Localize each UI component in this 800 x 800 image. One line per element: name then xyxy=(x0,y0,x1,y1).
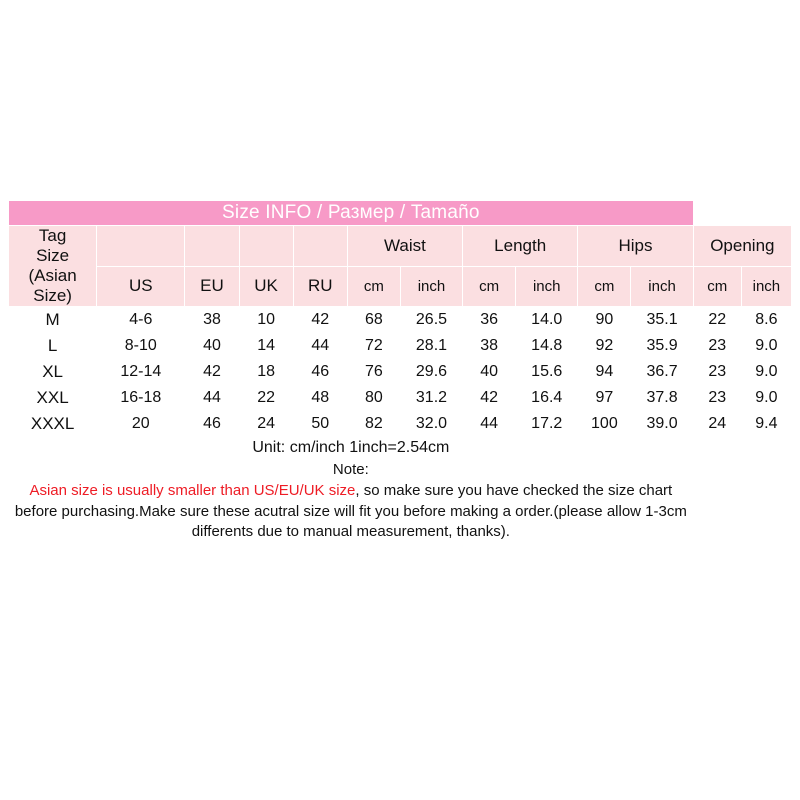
cell-waist-inch: 29.6 xyxy=(400,359,462,385)
table-row xyxy=(9,411,792,437)
cell-length-cm: 40 xyxy=(463,359,516,385)
cell-hips-inch: 36.7 xyxy=(631,359,693,385)
cell-waist-inch: 32.0 xyxy=(400,411,462,437)
cell-opening-cm: 22 xyxy=(693,307,741,333)
cell-opening-inch: 8.6 xyxy=(741,307,791,333)
cell-opening-inch: 9.0 xyxy=(741,359,791,385)
title-band-row xyxy=(9,201,792,226)
cell-eu: 42 xyxy=(185,359,239,385)
title-band-spacer-1 xyxy=(693,201,741,226)
cell-waist-cm: 80 xyxy=(347,385,400,411)
cell-opening-inch: 9.0 xyxy=(741,385,791,411)
cell-eu: 46 xyxy=(185,411,239,437)
cell-hips-inch: 35.1 xyxy=(631,307,693,333)
column-header-opening-cm: cm xyxy=(693,266,741,307)
group-spacer-eu xyxy=(185,226,239,267)
cell-hips-cm: 90 xyxy=(578,307,631,333)
cell-length-inch: 14.0 xyxy=(516,307,578,333)
cell-opening-cm: 23 xyxy=(693,359,741,385)
note-row xyxy=(9,460,792,544)
tag-size-line-4: Size) xyxy=(33,286,72,306)
group-spacer-ru xyxy=(293,226,347,267)
cell-ru: 46 xyxy=(293,359,347,385)
cell-opening-inch: 9.4 xyxy=(741,411,791,437)
size-info-table xyxy=(8,200,792,544)
cell-uk: 14 xyxy=(239,333,293,359)
unit-conversion-note: Unit: cm/inch 1inch=2.54cm xyxy=(9,437,694,460)
column-header-waist-inch: inch xyxy=(400,266,462,307)
unit-row-spacer-1 xyxy=(693,437,741,460)
cell-opening-cm: 23 xyxy=(693,333,741,359)
tag-size-line-1: Tag xyxy=(38,226,67,245)
cell-ru: 50 xyxy=(293,411,347,437)
note-block xyxy=(9,460,694,544)
cell-us: 16-18 xyxy=(97,385,185,411)
cell-waist-inch: 28.1 xyxy=(400,333,462,359)
column-header-hips-inch: inch xyxy=(631,266,693,307)
note-rest-text: , so make sure you have checked the size chart before purchasing.Make sure these acutral size will fit you before making a order.(please allow 1-3cm differents due to manual measurement, thanks). xyxy=(14,481,687,541)
column-header-eu: EU xyxy=(185,266,239,307)
cell-length-cm: 36 xyxy=(463,307,516,333)
column-header-length-inch: inch xyxy=(516,266,578,307)
cell-hips-cm: 94 xyxy=(578,359,631,385)
group-header-length: Length xyxy=(463,226,578,267)
cell-hips-cm: 92 xyxy=(578,333,631,359)
column-header-length-cm: cm xyxy=(463,266,516,307)
cell-length-inch: 15.6 xyxy=(516,359,578,385)
tag-size-line-3: (Asian xyxy=(28,266,77,286)
cell-us: 12-14 xyxy=(97,359,185,385)
cell-waist-cm: 72 xyxy=(347,333,400,359)
cell-size: XXXL xyxy=(9,411,97,437)
note-row-spacer-2 xyxy=(741,460,791,544)
cell-hips-cm: 97 xyxy=(578,385,631,411)
cell-length-inch: 16.4 xyxy=(516,385,578,411)
group-header-waist: Waist xyxy=(347,226,462,267)
cell-length-cm: 42 xyxy=(463,385,516,411)
cell-eu: 38 xyxy=(185,307,239,333)
cell-uk: 24 xyxy=(239,411,293,437)
cell-size: XXL xyxy=(9,385,97,411)
cell-hips-cm: 100 xyxy=(578,411,631,437)
cell-opening-cm: 23 xyxy=(693,385,741,411)
group-header-hips: Hips xyxy=(578,226,693,267)
cell-waist-inch: 26.5 xyxy=(400,307,462,333)
group-header-opening: Opening xyxy=(693,226,791,267)
cell-eu: 40 xyxy=(185,333,239,359)
cell-ru: 44 xyxy=(293,333,347,359)
cell-length-inch: 17.2 xyxy=(516,411,578,437)
cell-hips-inch: 35.9 xyxy=(631,333,693,359)
cell-size: L xyxy=(9,333,97,359)
cell-waist-cm: 76 xyxy=(347,359,400,385)
note-warning-text: Asian size is usually smaller than US/EU/UK size xyxy=(29,481,356,499)
column-header-hips-cm: cm xyxy=(578,266,631,307)
column-header-ru: RU xyxy=(293,266,347,307)
note-body xyxy=(9,481,693,543)
cell-waist-cm: 68 xyxy=(347,307,400,333)
cell-length-cm: 38 xyxy=(463,333,516,359)
size-info-title: Size INFO / Размер / Tamaño xyxy=(9,201,694,226)
table-row xyxy=(9,333,792,359)
tag-size-line-2: Size xyxy=(36,246,70,266)
cell-uk: 22 xyxy=(239,385,293,411)
cell-length-cm: 44 xyxy=(463,411,516,437)
cell-uk: 10 xyxy=(239,307,293,333)
column-header-waist-cm: cm xyxy=(347,266,400,307)
tag-size-header xyxy=(9,226,97,307)
cell-opening-cm: 24 xyxy=(693,411,741,437)
column-header-us: US xyxy=(97,266,185,307)
group-header-row xyxy=(9,226,792,267)
cell-hips-inch: 37.8 xyxy=(631,385,693,411)
column-header-opening-inch: inch xyxy=(741,266,791,307)
group-spacer-uk xyxy=(239,226,293,267)
size-chart-container xyxy=(8,200,792,544)
note-label: Note: xyxy=(332,461,369,479)
title-band-spacer-2 xyxy=(741,201,791,226)
column-header-row xyxy=(9,266,792,307)
table-row xyxy=(9,307,792,333)
cell-us: 4-6 xyxy=(97,307,185,333)
table-row xyxy=(9,359,792,385)
cell-opening-inch: 9.0 xyxy=(741,333,791,359)
unit-note-row xyxy=(9,437,792,460)
cell-hips-inch: 39.0 xyxy=(631,411,693,437)
cell-size: M xyxy=(9,307,97,333)
cell-us: 8-10 xyxy=(97,333,185,359)
column-header-uk: UK xyxy=(239,266,293,307)
cell-uk: 18 xyxy=(239,359,293,385)
cell-ru: 48 xyxy=(293,385,347,411)
group-spacer-us xyxy=(97,226,185,267)
cell-waist-inch: 31.2 xyxy=(400,385,462,411)
cell-size: XL xyxy=(9,359,97,385)
cell-us: 20 xyxy=(97,411,185,437)
table-row xyxy=(9,385,792,411)
note-row-spacer-1 xyxy=(693,460,741,544)
cell-waist-cm: 82 xyxy=(347,411,400,437)
cell-ru: 42 xyxy=(293,307,347,333)
unit-row-spacer-2 xyxy=(741,437,791,460)
cell-eu: 44 xyxy=(185,385,239,411)
cell-length-inch: 14.8 xyxy=(516,333,578,359)
